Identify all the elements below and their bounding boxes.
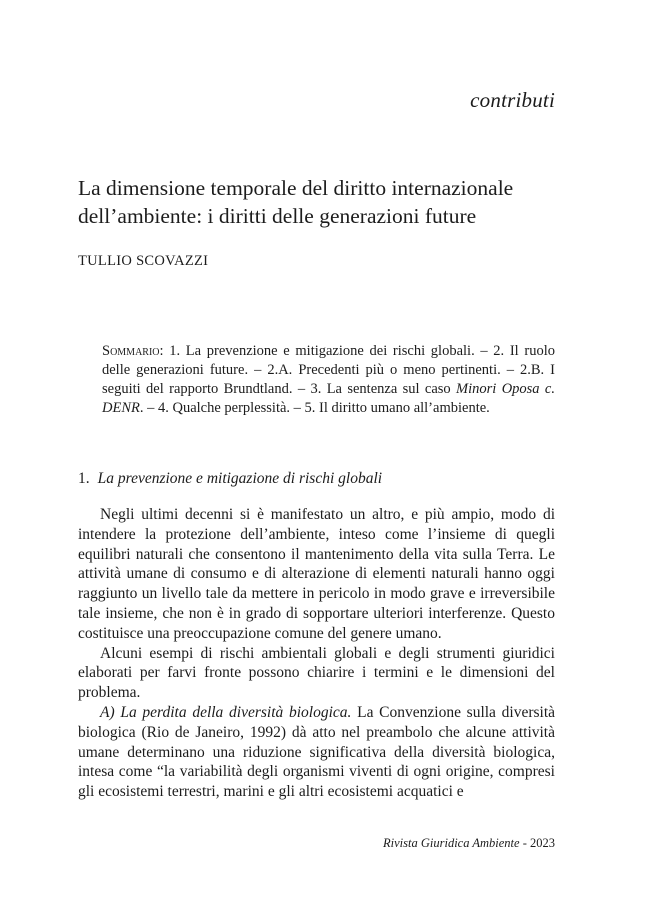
section-heading bbox=[78, 470, 382, 488]
summary-block bbox=[102, 342, 555, 418]
summary-case-name: Minori Oposa c. DENR bbox=[102, 381, 555, 416]
summary-text-2: . – 4. Qualche perplessità. – 5. Il diritto umano all’ambiente. bbox=[139, 400, 490, 416]
article-title: La dimensione temporale del diritto internazionale dell’ambiente: i diritti delle generazioni future bbox=[78, 176, 514, 228]
paragraph-2: Alcuni esempi di rischi ambientali globali e degli strumenti giuridici elaborati per farvi fronte possono chiarire i termini e le dimensioni del problema. bbox=[78, 644, 555, 702]
footer-year: 2023 bbox=[530, 836, 555, 850]
paragraph-3-text: La Convenzione sulla diversità biologica (Rio de Janeiro, 1992) dà atto nel preambolo che alcune attività umane determinano una riduzione significativa della diversità biologica, intesa come “la variabilità degli organismi viventi di ogni origine, compresi gli ecosistemi terrestri, marini e gli altri ecosistemi acquatici e bbox=[78, 703, 556, 801]
paragraph-3-lead: A) La perdita della diversità biologica. bbox=[100, 703, 352, 721]
page-footer bbox=[383, 836, 555, 851]
section-number: 1. bbox=[78, 470, 90, 487]
summary-text-1: 1. La prevenzione e mitigazione dei rischi globali. – 2. Il ruolo delle generazioni future. – 2.A. Precedenti più o meno pertinenti. – 2.B. I seguiti del rapporto Brundtland. – 3. La sentenza sul caso bbox=[102, 343, 555, 397]
summary-label: Sommario: bbox=[102, 343, 164, 359]
author-name: TULLIO SCOVAZZI bbox=[78, 253, 209, 269]
section-tag: contributi bbox=[470, 88, 555, 112]
section-title: La prevenzione e mitigazione di rischi globali bbox=[97, 470, 383, 487]
paragraph-3 bbox=[78, 703, 555, 802]
footer-separator: - bbox=[519, 836, 530, 850]
paragraph-1: Negli ultimi decenni si è manifestato un altro, e più ampio, modo di intendere la protezione dell’ambiente, inteso come l’insieme di quegli equilibri naturali che consentono il mantenimento della vita sulla Terra. Le attività umane di consumo e di alterazione di elementi naturali hanno oggi raggiunto un livello tale da mettere in pericolo in modo grave e irreversibile tale insieme, che non è in grado di sopportare ulteriori interferenze. Questo costituisce una preoccupazione comune del genere umano. bbox=[78, 506, 555, 642]
body-text bbox=[78, 505, 555, 802]
footer-journal: Rivista Giuridica Ambiente bbox=[383, 836, 520, 850]
